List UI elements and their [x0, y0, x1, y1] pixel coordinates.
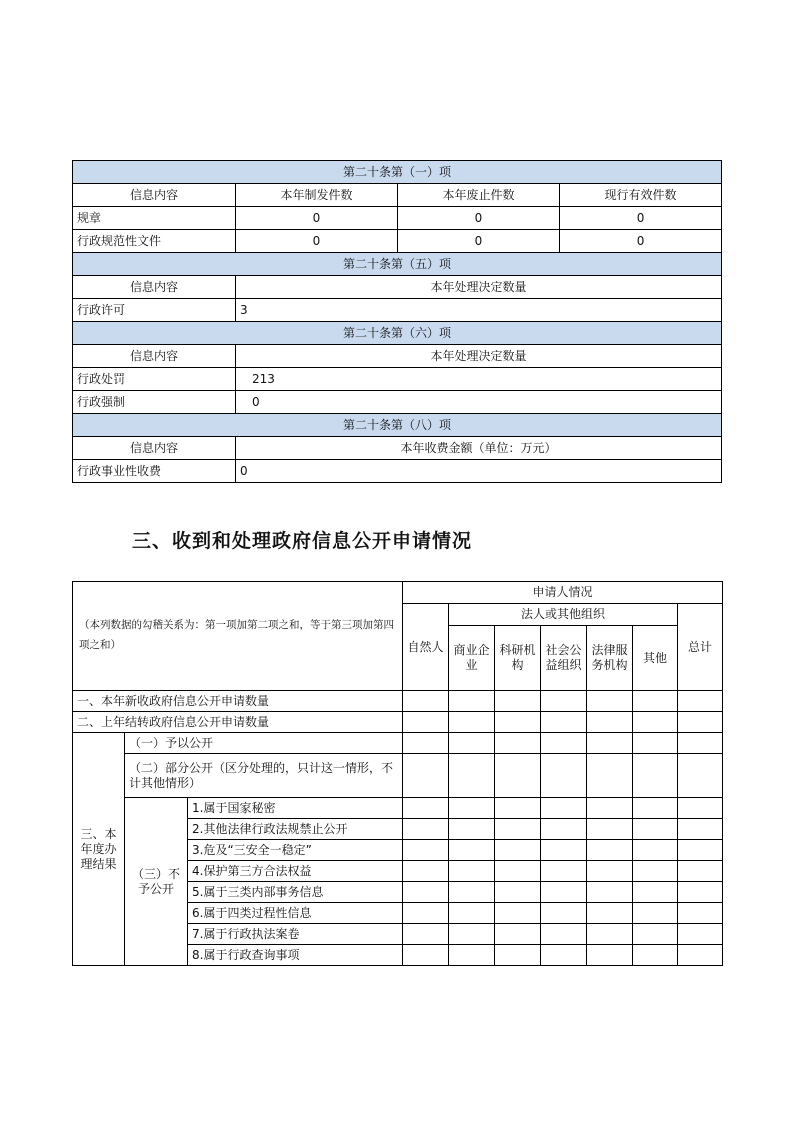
empty-cell	[449, 712, 495, 733]
empty-cell	[587, 733, 633, 754]
empty-cell	[541, 819, 587, 840]
empty-cell	[403, 712, 449, 733]
row-label: 行政处罚	[73, 368, 236, 391]
row-label: （一）予以公开	[125, 733, 403, 754]
empty-cell	[678, 798, 723, 819]
table-row	[73, 733, 723, 754]
row-label: 行政规范性文件	[73, 230, 236, 253]
cell-value: 3	[236, 299, 722, 322]
section-title: 第二十条第（五）项	[73, 253, 722, 276]
row-label: （二）部分公开（区分处理的，只计这一情形，不计其他情形）	[125, 754, 403, 798]
org-type-header: 其他	[633, 626, 678, 691]
table-row	[73, 230, 722, 253]
empty-cell	[495, 840, 541, 861]
empty-cell	[633, 840, 678, 861]
empty-cell	[495, 924, 541, 945]
empty-cell	[633, 691, 678, 712]
empty-cell	[678, 754, 723, 798]
empty-cell	[495, 798, 541, 819]
cell-value: 0	[236, 230, 398, 253]
empty-cell	[403, 754, 449, 798]
empty-cell	[541, 691, 587, 712]
section-header-row	[73, 414, 722, 437]
empty-cell	[495, 754, 541, 798]
org-type-header: 社会公益组织	[541, 626, 587, 691]
empty-cell	[403, 840, 449, 861]
empty-cell	[541, 903, 587, 924]
table-row	[73, 460, 722, 483]
column-header: 本年处理决定数量	[236, 276, 722, 299]
org-type-header: 法律服务机构	[587, 626, 633, 691]
org-type-header: 科研机构	[495, 626, 541, 691]
row-label: 行政事业性收费	[73, 460, 236, 483]
total-header: 总计	[678, 604, 723, 691]
section-header-row	[73, 161, 722, 184]
empty-cell	[633, 903, 678, 924]
table-row	[73, 299, 722, 322]
row-label: 行政许可	[73, 299, 236, 322]
empty-cell	[587, 924, 633, 945]
empty-cell	[495, 733, 541, 754]
column-header: 信息内容	[73, 184, 236, 207]
empty-cell	[449, 691, 495, 712]
empty-cell	[678, 819, 723, 840]
row-label: 一、本年新收政府信息公开申请数量	[73, 691, 403, 712]
empty-cell	[587, 691, 633, 712]
empty-cell	[495, 945, 541, 966]
empty-cell	[633, 819, 678, 840]
cell-value: 0	[560, 207, 722, 230]
empty-cell	[587, 945, 633, 966]
empty-cell	[587, 882, 633, 903]
empty-cell	[541, 754, 587, 798]
column-header-row	[73, 345, 722, 368]
table-row	[73, 754, 723, 798]
empty-cell	[678, 840, 723, 861]
empty-cell	[587, 754, 633, 798]
empty-cell	[633, 861, 678, 882]
section-title: 第二十条第（八）项	[73, 414, 722, 437]
row-label: 二、上年结转政府信息公开申请数量	[73, 712, 403, 733]
empty-cell	[678, 861, 723, 882]
column-header-row	[73, 437, 722, 460]
empty-cell	[541, 945, 587, 966]
row-label: 4.保护第三方合法权益	[188, 861, 403, 882]
empty-cell	[449, 733, 495, 754]
row-label: 7.属于行政执法案卷	[188, 924, 403, 945]
section-heading: 三、收到和处理政府信息公开申请情况	[132, 530, 473, 552]
empty-cell	[495, 691, 541, 712]
empty-cell	[587, 840, 633, 861]
empty-cell	[541, 882, 587, 903]
empty-cell	[678, 733, 723, 754]
empty-cell	[449, 882, 495, 903]
table-row	[73, 391, 722, 414]
empty-cell	[678, 882, 723, 903]
empty-cell	[541, 733, 587, 754]
empty-cell	[403, 861, 449, 882]
cell-value: 0	[398, 230, 560, 253]
empty-cell	[678, 924, 723, 945]
cell-value: 0	[236, 207, 398, 230]
legal-group-header: 法人或其他组织	[449, 604, 678, 626]
column-header: 本年收费金额（单位：万元）	[236, 437, 722, 460]
empty-cell	[403, 733, 449, 754]
row-label: 行政强制	[73, 391, 236, 414]
empty-cell	[403, 691, 449, 712]
empty-cell	[633, 712, 678, 733]
empty-cell	[403, 819, 449, 840]
cell-value: 0	[236, 460, 722, 483]
empty-cell	[449, 945, 495, 966]
row-label: 6.属于四类过程性信息	[188, 903, 403, 924]
section-header-row	[73, 322, 722, 345]
section-title: 第二十条第（六）项	[73, 322, 722, 345]
table-row	[73, 207, 722, 230]
header-row	[73, 582, 723, 604]
empty-cell	[678, 691, 723, 712]
table-row	[73, 691, 723, 712]
applications-table	[72, 581, 723, 966]
empty-cell	[633, 798, 678, 819]
table-row	[73, 798, 723, 819]
column-header: 现行有效件数	[560, 184, 722, 207]
empty-cell	[403, 903, 449, 924]
empty-cell	[449, 798, 495, 819]
empty-cell	[587, 798, 633, 819]
empty-cell	[587, 819, 633, 840]
empty-cell	[449, 754, 495, 798]
empty-cell	[403, 945, 449, 966]
table-row	[73, 712, 723, 733]
row-label: 规章	[73, 207, 236, 230]
column-header: 本年废止件数	[398, 184, 560, 207]
empty-cell	[449, 861, 495, 882]
empty-cell	[633, 945, 678, 966]
results-group-label: 三、本年度办理结果	[73, 733, 125, 966]
empty-cell	[495, 903, 541, 924]
empty-cell	[541, 924, 587, 945]
column-header: 信息内容	[73, 437, 236, 460]
empty-cell	[495, 882, 541, 903]
not-disclosed-group-label: （三）不予公开	[125, 798, 188, 966]
empty-cell	[633, 882, 678, 903]
column-header: 信息内容	[73, 276, 236, 299]
empty-cell	[633, 924, 678, 945]
row-label: 8.属于行政查询事项	[188, 945, 403, 966]
section-title: 第二十条第（一）项	[73, 161, 722, 184]
empty-cell	[449, 924, 495, 945]
empty-cell	[678, 903, 723, 924]
empty-cell	[633, 754, 678, 798]
empty-cell	[403, 798, 449, 819]
empty-cell	[587, 712, 633, 733]
empty-cell	[495, 819, 541, 840]
column-header-row	[73, 276, 722, 299]
row-label: 5.属于三类内部事务信息	[188, 882, 403, 903]
empty-cell	[449, 903, 495, 924]
empty-cell	[541, 840, 587, 861]
empty-cell	[678, 712, 723, 733]
empty-cell	[541, 861, 587, 882]
relation-note: （本列数据的勾稽关系为：第一项加第二项之和，等于第三项加第四项之和）	[73, 582, 403, 691]
table-row	[73, 368, 722, 391]
article20-table	[72, 160, 722, 483]
cell-value: 0	[398, 207, 560, 230]
applicant-header: 申请人情况	[403, 582, 723, 604]
empty-cell	[678, 945, 723, 966]
empty-cell	[403, 924, 449, 945]
empty-cell	[541, 798, 587, 819]
empty-cell	[587, 903, 633, 924]
cell-value: 0	[560, 230, 722, 253]
column-header: 本年处理决定数量	[236, 345, 722, 368]
empty-cell	[495, 712, 541, 733]
empty-cell	[403, 882, 449, 903]
row-label: 3.危及“三安全一稳定”	[188, 840, 403, 861]
org-type-header: 商业企业	[449, 626, 495, 691]
empty-cell	[541, 712, 587, 733]
empty-cell	[495, 861, 541, 882]
column-header-row	[73, 184, 722, 207]
column-header: 信息内容	[73, 345, 236, 368]
empty-cell	[587, 861, 633, 882]
empty-cell	[449, 819, 495, 840]
column-header: 本年制发件数	[236, 184, 398, 207]
row-label: 2.其他法律行政法规禁止公开	[188, 819, 403, 840]
cell-value: 213	[236, 368, 722, 391]
empty-cell	[449, 840, 495, 861]
section-header-row	[73, 253, 722, 276]
empty-cell	[633, 733, 678, 754]
row-label: 1.属于国家秘密	[188, 798, 403, 819]
cell-value: 0	[236, 391, 722, 414]
natural-person-header: 自然人	[403, 604, 449, 691]
